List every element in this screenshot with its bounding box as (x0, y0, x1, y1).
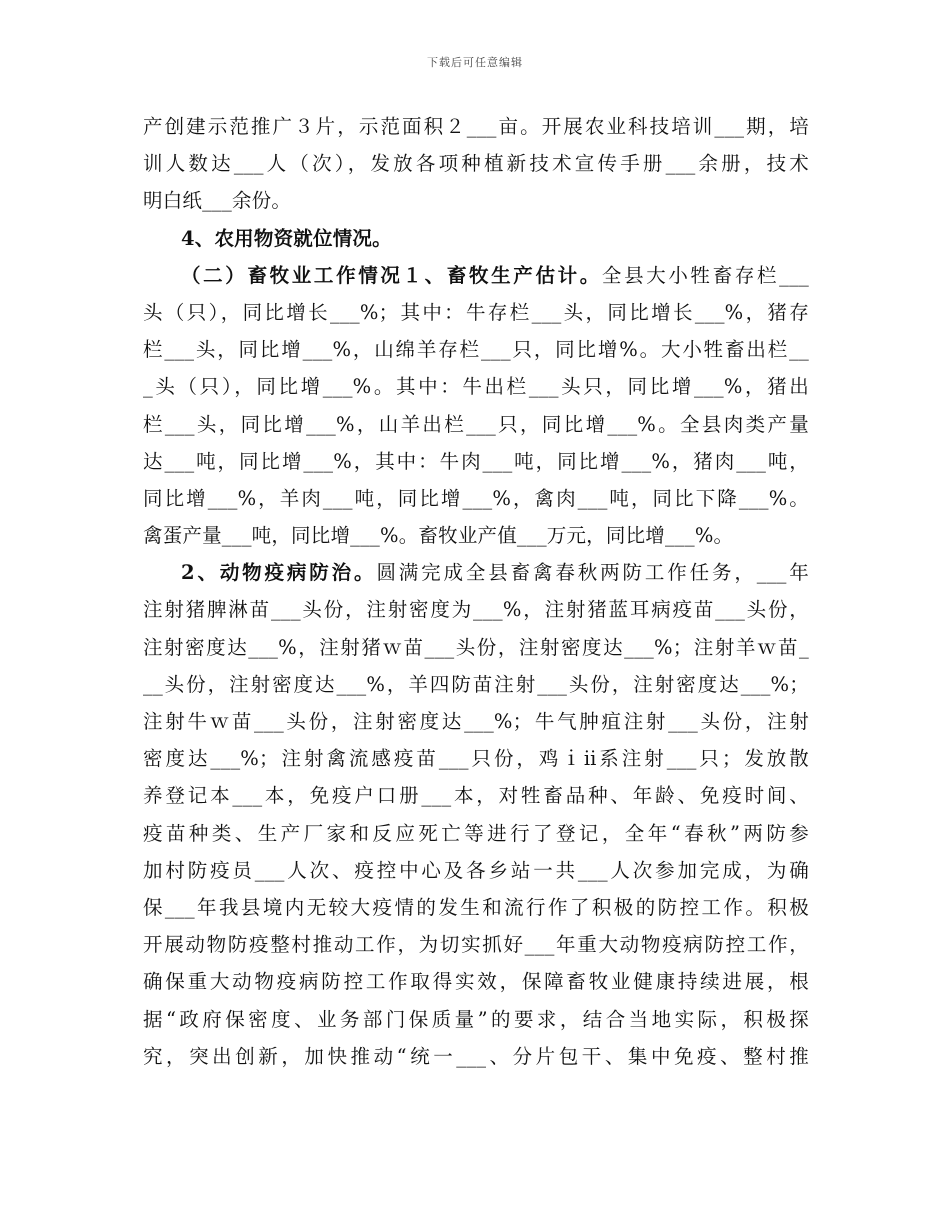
paragraph-line (143, 1001, 809, 1038)
line-text: 头（只），同比增长___%；其中：牛存栏___头，同比增长___%，猪存 (143, 300, 809, 324)
heading-text: 4、农用物资就位情况。 (181, 226, 392, 250)
paragraph-line (143, 889, 809, 926)
line-text: 据“政府保密度、业务部门保质量”的要求，结合当地实际，积极探 (143, 1007, 809, 1031)
section-heading (143, 220, 809, 257)
line-text: 栏___头，同比增___%，山绵羊存栏___只，同比增%。大小牲畜出栏__ (143, 338, 809, 362)
heading-text: （二）畜牧业工作情况１、畜牧生产估计。 (181, 263, 602, 287)
line-text: 同比增___%，羊肉___吨，同比增___%，禽肉___吨，同比下降___%。 (143, 486, 809, 510)
heading-text: 2、动物疫病防治。 (181, 561, 377, 585)
paragraph-line (143, 443, 809, 480)
document-body (143, 108, 809, 1075)
line-text: 加村防疫员___人次、疫控中心及各乡站一共___人次参加完成，为确 (143, 858, 809, 882)
line-text: 养登记本___本，免疫户口册___本，对牲畜品种、年龄、免疫时间、 (143, 784, 809, 808)
line-text: 禽蛋产量___吨，同比增___%。畜牧业产值___万元，同比增___%。 (143, 524, 734, 548)
line-text: 注射密度达___%，注射猪ｗ苗___头份，注射密度达___%；注射羊ｗ苗_ (143, 635, 809, 659)
paragraph-line (143, 666, 809, 703)
paragraph-line (143, 182, 809, 219)
header-note: 下载后可任意编辑 (427, 56, 523, 69)
paragraph-line (143, 108, 809, 145)
paragraph-line (143, 331, 809, 368)
line-text: 训人数达___人（次），发放各项种植新技术宣传手册___余册，技术 (143, 152, 809, 176)
line-text: 注射猪脾淋苗___头份，注射密度为___%，注射猪蓝耳病疫苗___头份， (143, 598, 809, 622)
line-text: 全县大小牲畜存栏___ (601, 263, 809, 287)
line-text: __头份，注射密度达___%，羊四防苗注射___头份，注射密度达___%； (143, 672, 809, 696)
paragraph-line (143, 554, 809, 591)
line-text: 究，突出创新，加快推动“统一___、分片包干、集中免疫、整村推 (143, 1044, 809, 1068)
line-text: 明白纸___余份。 (143, 189, 292, 213)
paragraph-line (143, 852, 809, 889)
paragraph-line (143, 368, 809, 405)
paragraph-line (143, 480, 809, 517)
line-text: 圆满完成全县畜禽春秋两防工作任务，___年 (376, 561, 810, 585)
paragraph-line (143, 145, 809, 182)
paragraph-line (143, 1038, 809, 1075)
paragraph-line (143, 294, 809, 331)
line-text: 疫苗种类、生产厂家和反应死亡等进行了登记，全年“春秋”两防参 (143, 821, 809, 845)
line-text: _头（只），同比增___%。其中：牛出栏___头只，同比增___%，猪出 (143, 375, 809, 399)
paragraph-line (143, 926, 809, 963)
line-text: 开展动物防疫整村推动工作，为切实抓好___年重大动物疫病防控工作， (143, 933, 809, 957)
line-text: 确保重大动物疫病防控工作取得实效，保障畜牧业健康持续进展，根 (143, 970, 809, 994)
line-text: 产创建示范推广３片，示范面积２___亩。开展农业科技培训___期，培 (143, 115, 809, 138)
paragraph-line (143, 517, 809, 554)
paragraph-line (143, 629, 809, 666)
paragraph-line (143, 740, 809, 777)
paragraph-line (143, 815, 809, 852)
paragraph-line (143, 963, 809, 1000)
paragraph-line (143, 257, 809, 294)
paragraph-line (143, 777, 809, 814)
line-text: 保___年我县境内无较大疫情的发生和流行作了积极的防控工作。积极 (143, 895, 809, 919)
line-text: 达___吨，同比增___%，其中：牛肉___吨，同比增___%，猪肉___吨， (143, 449, 809, 473)
paragraph-line (143, 591, 809, 628)
line-text: 注射牛ｗ苗___头份，注射密度达___%；牛气肿疽注射___头份，注射 (143, 710, 809, 733)
paragraph-line (143, 406, 809, 443)
line-text: 栏___头，同比增___%，山羊出栏___只，同比增___%。全县肉类产量 (143, 412, 809, 436)
paragraph-line (143, 703, 809, 740)
line-text: 密度达___%；注射禽流感疫苗___只份，鸡ｉⅱ系注射___只；发放散 (143, 747, 809, 771)
